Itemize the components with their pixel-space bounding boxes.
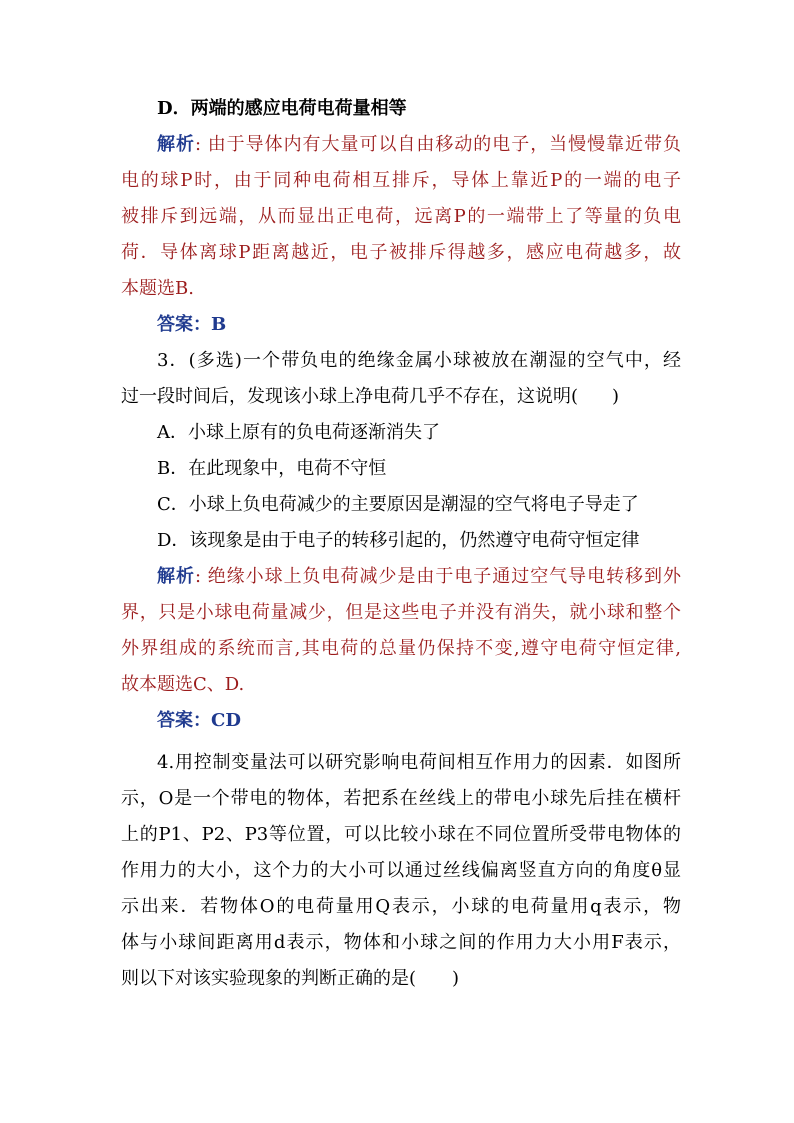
answer-value: B bbox=[211, 314, 227, 335]
q3-answer bbox=[157, 703, 681, 739]
answer-label: 答案： bbox=[157, 710, 211, 731]
q2-answer bbox=[157, 307, 681, 343]
q4-line-5: 示出来．若物体O的电荷量用Q表示，小球的电荷量用q表示，物 bbox=[121, 896, 681, 917]
answer-label: 答案： bbox=[157, 314, 211, 335]
answer-value: CD bbox=[211, 710, 241, 731]
q4-line-3: 上的P1、P2、P3等位置，可以比较小球在不同位置所受带电物体的 bbox=[121, 824, 681, 845]
q2-analysis-line-4: 荷．导体离球P距离越近，电子被排斥得越多，感应电荷越多，故 bbox=[121, 242, 681, 263]
q3-analysis-line-3: 外界组成的系统而言,其电荷的总量仍保持不变,遵守电荷守恒定律, bbox=[121, 638, 681, 659]
q3-stem-line-2: 过一段时间后，发现该小球上净电荷几乎不存在，这说明( ) bbox=[121, 386, 620, 407]
prev-option-d: D．两端的感应电荷电荷量相等 bbox=[157, 98, 407, 119]
q2-analysis-line-3: 被排斥到远端，从而显出正电荷，远离P的一端带上了等量的负电 bbox=[121, 206, 681, 227]
q4-line-7: 则以下对该实验现象的判断正确的是( ) bbox=[121, 968, 460, 989]
analysis-label: 解析 bbox=[157, 134, 195, 155]
q3-option-b: B．在此现象中，电荷不守恒 bbox=[157, 458, 387, 479]
q3-option-c: C．小球上负电荷减少的主要原因是潮湿的空气将电子导走了 bbox=[157, 494, 639, 515]
q3-stem-line-1: 3．(多选)一个带负电的绝缘金属小球被放在潮湿的空气中，经 bbox=[157, 350, 681, 371]
q2-analysis-line-1: 解析: 由于导体内有大量可以自由移动的电子，当慢慢靠近带负 bbox=[157, 134, 681, 155]
q2-analysis-line-2: 电的球P时，由于同种电荷相互排斥，导体上靠近P的一端的电子 bbox=[121, 170, 681, 191]
q3-analysis-line-4: 故本题选C、D. bbox=[121, 674, 245, 695]
q4-line-6: 体与小球间距离用d表示，物体和小球之间的作用力大小用F表示， bbox=[121, 932, 681, 953]
q4-line-1: 4.用控制变量法可以研究影响电荷间相互作用力的因素．如图所 bbox=[157, 752, 681, 773]
q3-analysis-line-1: 解析: 绝缘小球上负电荷减少是由于电子通过空气导电转移到外 bbox=[157, 566, 681, 587]
q4-line-2: 示，O是一个带电的物体，若把系在丝线上的带电小球先后挂在横杆 bbox=[121, 788, 681, 809]
analysis-label: 解析 bbox=[157, 566, 195, 587]
q2-analysis-line-5: 本题选B. bbox=[121, 278, 194, 299]
q3-option-a: A．小球上原有的负电荷逐渐消失了 bbox=[157, 422, 440, 443]
q3-analysis-line-2: 界，只是小球电荷量减少，但是这些电子并没有消失，就小球和整个 bbox=[121, 602, 681, 623]
q4-line-4: 作用力的大小，这个力的大小可以通过丝线偏离竖直方向的角度θ显 bbox=[121, 860, 681, 881]
q3-option-d: D．该现象是由于电子的转移引起的，仍然遵守电荷守恒定律 bbox=[157, 530, 640, 551]
